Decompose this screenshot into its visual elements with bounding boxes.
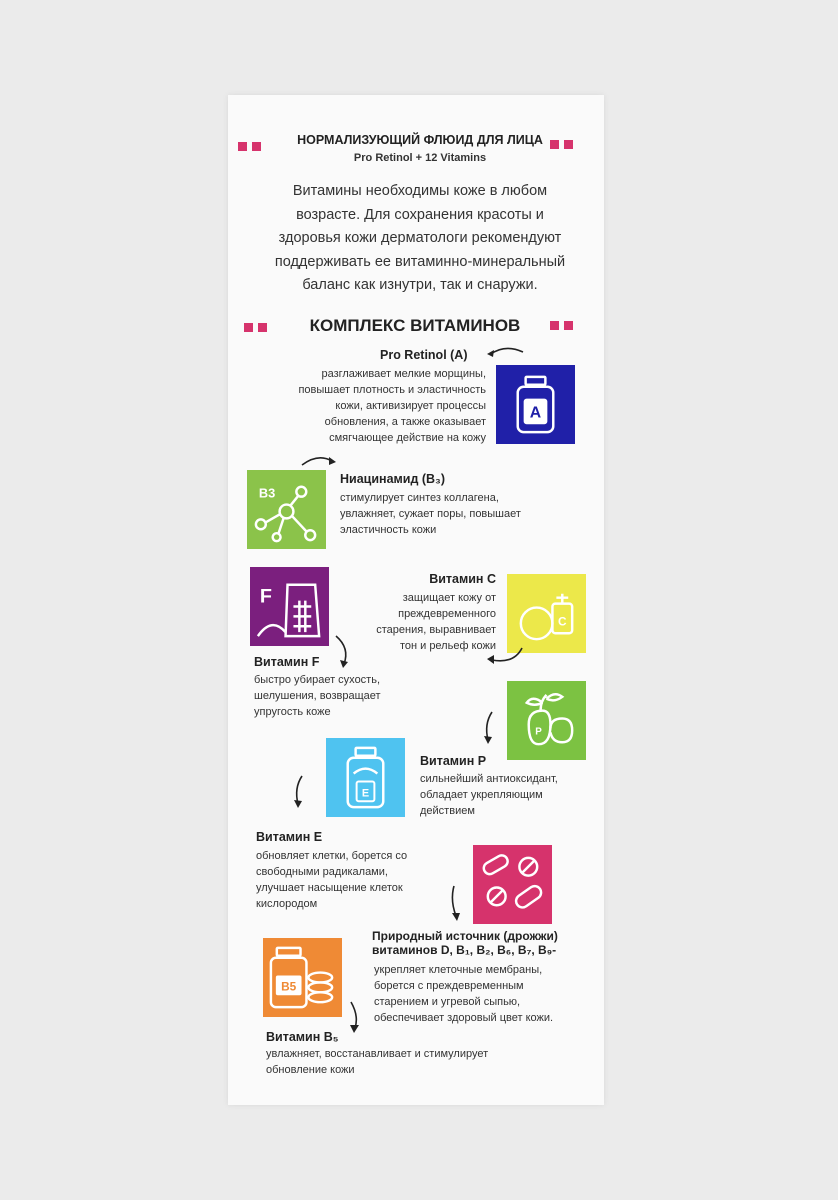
desc-line: тон и рельеф кожи: [399, 640, 496, 652]
name-line: витаминов D, B₁, B₂, B₆, B₇, B₉-: [372, 943, 557, 957]
vitamin-c-name: Витамин C: [429, 572, 496, 586]
desc-line: разглаживает мелкие морщины,: [321, 368, 486, 380]
desc-line: обладает укрепляющим: [420, 789, 543, 801]
desc-line: обеспечивает здоровый цвет кожи.: [374, 1012, 554, 1024]
seeds-bag-icon: [250, 567, 329, 646]
desc-line: борется с преждевременным: [374, 980, 524, 992]
arrow-icon: [478, 710, 498, 746]
decor-square: [258, 323, 267, 332]
desc-line: эластичность кожи: [340, 524, 437, 536]
desc-line: шелушения, возвращает: [254, 690, 381, 702]
pills-icon: [473, 845, 552, 924]
desc-line: улучшает насыщение клеток: [256, 882, 403, 894]
desc-line: стимулирует синтез коллагена,: [340, 492, 499, 504]
desc-line: обновления, а также оказывает: [324, 416, 486, 428]
intro-line: возрасте. Для сохранения красоты и: [296, 206, 544, 223]
desc-line: быстро убирает сухость,: [254, 674, 381, 686]
desc-line: действием: [420, 805, 475, 817]
svg-text:B5: B5: [281, 979, 297, 994]
desc-line: увлажняет, восстанавливает и стимулирует: [266, 1048, 489, 1060]
vitamin-p-name: Витамин P: [420, 754, 487, 768]
section-title: КОМПЛЕКС ВИТАМИНОВ: [309, 316, 521, 335]
desc-line: повышает плотность и эластичность: [298, 384, 486, 396]
svg-text:P: P: [535, 726, 542, 738]
desc-line: укрепляет клеточные мембраны,: [374, 964, 543, 976]
molecule-icon: [247, 470, 326, 549]
svg-text:A: A: [529, 404, 542, 422]
desc-line: кожи, активизирует процессы: [335, 400, 486, 412]
intro-line: баланс как изнутри, так и снаружи.: [302, 277, 538, 293]
vitamin-a-desc: [250, 366, 486, 446]
arrow-icon: [446, 884, 466, 924]
desc-line: защищает кожу от: [402, 592, 496, 604]
arrow-icon: [288, 774, 308, 810]
desc-line: свободными радикалами,: [256, 866, 388, 878]
vitamin-b3-desc: [340, 490, 580, 538]
decor-square: [550, 321, 559, 330]
jar-b5-icon: [263, 938, 342, 1017]
vitamin-b5-name: Витамин B₅: [266, 1030, 339, 1044]
desc-line: обновление кожи: [266, 1064, 355, 1076]
vitamin-f-name: Витамин F: [254, 655, 320, 669]
product-subtitle: Pro Retinol + 12 Vitamins: [353, 152, 487, 164]
vitamin-c-desc: [360, 590, 496, 654]
decor-square: [244, 323, 253, 332]
decor-square: [238, 142, 247, 151]
vitamin-e-name: Витамин E: [256, 830, 323, 844]
yeast-source-name: [372, 929, 558, 957]
desc-line: упругость коже: [254, 706, 331, 718]
svg-text:E: E: [361, 787, 370, 800]
desc-line: преждевременного: [398, 608, 496, 620]
vitamin-p-desc: [420, 771, 596, 819]
decor-square: [252, 142, 261, 151]
vitamin-b5-desc: [266, 1046, 566, 1078]
orange-icon: [507, 574, 586, 653]
intro-text: [255, 180, 585, 298]
decor-square: [564, 140, 573, 149]
intro-line: здоровья кожи дерматологи рекомендуют: [278, 230, 562, 246]
name-line: Природный источник (дрожжи): [372, 929, 558, 943]
desc-line: смягчающее действие на кожу: [329, 432, 486, 444]
vitamin-e-desc: [256, 848, 446, 912]
product-title: НОРМАЛИЗУЮЩИЙ ФЛЮИД ДЛЯ ЛИЦА: [297, 133, 543, 147]
desc-line: обновляет клетки, борется со: [256, 850, 408, 862]
arrow-icon: [345, 1000, 365, 1036]
desc-line: старением и угревой сыпью,: [374, 996, 521, 1008]
svg-text:F: F: [259, 585, 272, 608]
svg-text:C: C: [558, 614, 567, 629]
desc-line: увлажняет, сужает поры, повышает: [340, 508, 521, 520]
decor-square: [564, 321, 573, 330]
svg-text:B3: B3: [258, 485, 276, 501]
vitamin-f-desc: [254, 672, 434, 720]
desc-line: сильнейший антиоксидант,: [420, 773, 558, 785]
intro-line: поддерживать ее витаминно-минеральный: [274, 253, 566, 270]
arrow-icon: [485, 344, 525, 364]
arrow-icon: [484, 646, 524, 668]
jar-e-icon: [326, 738, 405, 817]
arrow-icon: [332, 634, 354, 670]
vitamin-b3-name: Ниацинамид (B₃): [340, 472, 446, 486]
yeast-source-desc: [374, 962, 596, 1026]
apple-icon: [507, 681, 586, 760]
intro-line: Витамины необходимы коже в любом: [292, 183, 548, 199]
jar-a-icon: [496, 365, 575, 444]
arrow-icon: [300, 451, 340, 471]
vitamin-a-name: Pro Retinol (A): [380, 348, 468, 362]
desc-line: кислородом: [256, 898, 318, 910]
desc-line: старения, выравнивает: [376, 624, 496, 636]
